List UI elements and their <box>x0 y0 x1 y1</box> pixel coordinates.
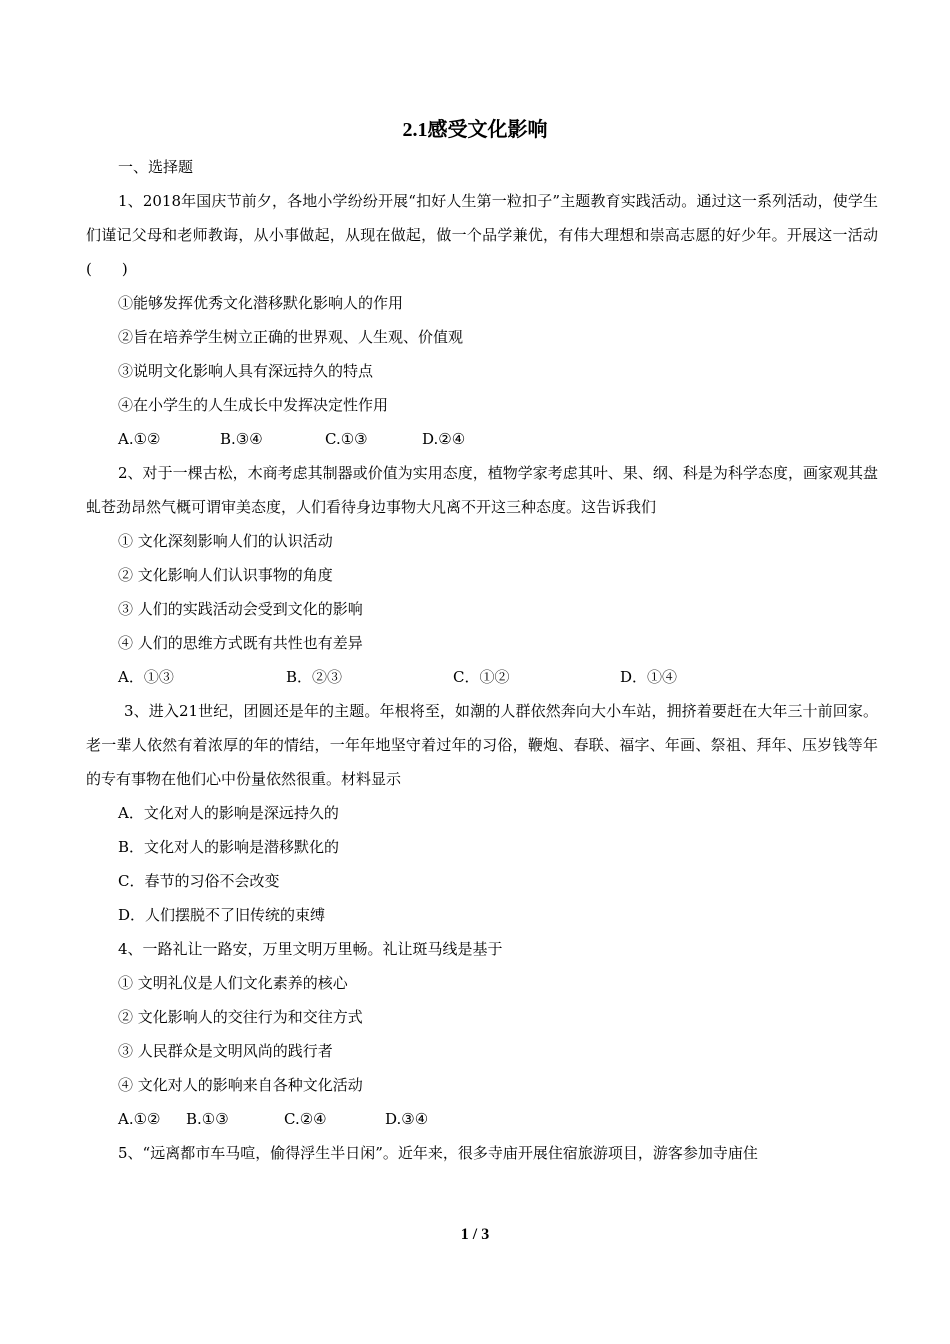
question-4-item: ④ 文化对人的影响来自各种文化活动 <box>118 1076 363 1094</box>
question-1-item: ②旨在培养学生树立正确的世界观、人生观、价值观 <box>118 328 464 346</box>
question-5-stem: 5、“远离都市车马喧，偷得浮生半日闲”。近年来，很多寺庙开展住宿旅游项目，游客参加寺庙住 <box>118 1144 758 1162</box>
option-d: D.②④ <box>422 430 466 448</box>
question-4-options <box>86 1102 878 1136</box>
option-b: B.③④ <box>220 430 263 448</box>
question-1-item: ①能够发挥优秀文化潜移默化影响人的作用 <box>118 294 404 312</box>
page-title: 2.1感受文化影响 <box>402 119 548 141</box>
question-2-item: ④ 人们的思维方式既有共性也有差异 <box>118 634 363 652</box>
option-c: C.①③ <box>325 430 368 448</box>
option-b: B.①③ <box>186 1110 229 1128</box>
option-c: C.②④ <box>284 1110 327 1128</box>
section-heading: 一、选择题 <box>118 158 194 176</box>
question-1-options <box>86 422 878 456</box>
option-a: A．①③ <box>118 668 174 686</box>
option-a: A.①② <box>118 430 161 448</box>
question-4-item: ③ 人民群众是文明风尚的践行者 <box>118 1042 333 1060</box>
option-b: B．②③ <box>286 668 343 686</box>
question-2-item: ① 文化深刻影响人们的认识活动 <box>118 532 333 550</box>
question-4-stem: 4、一路礼让一路安，万里文明万里畅。礼让斑马线是基于 <box>118 940 503 958</box>
option-a: A.①② <box>118 1110 161 1128</box>
question-4-item: ① 文明礼仪是人们文化素养的核心 <box>118 974 348 992</box>
page-number: 1 / 3 <box>460 1226 490 1243</box>
question-3-stem: 3、进入21世纪，团圆还是年的主题。年根将至，如潮的人群依然奔向大小车站，拥挤着要赶在大年三十前回家。老一辈人依然有着浓厚的年的情结，一年年地坚守着过年的习俗，鞭炮、春联、福字、年画、祭祖、拜年、压岁钱等年的专有事物在他们心中份量依然很重。材料显示 <box>86 702 878 788</box>
question-3-option-b: B．文化对人的影响是潜移默化的 <box>118 838 340 856</box>
option-c: C．①② <box>453 668 510 686</box>
question-3-option-d: D．人们摆脱不了旧传统的束缚 <box>118 906 326 924</box>
question-1-item: ③说明文化影响人具有深远持久的特点 <box>118 362 374 380</box>
option-d: D．①④ <box>620 668 678 686</box>
question-1-stem: 1、2018年国庆节前夕，各地小学纷纷开展“扣好人生第一粒扣子”主题教育实践活动。通过这一系列活动，使学生们谨记父母和老师教诲，从小事做起，从现在做起，做一个品学兼优，有伟大理想和崇高志愿的好少年。开展这一活动( ) <box>86 192 878 278</box>
question-1-item: ④在小学生的人生成长中发挥决定性作用 <box>118 396 389 414</box>
question-3-option-c: C．春节的习俗不会改变 <box>118 872 280 890</box>
option-d: D.③④ <box>385 1110 429 1128</box>
question-3-option-a: A．文化对人的影响是深远持久的 <box>118 804 339 822</box>
question-2-item: ② 文化影响人们认识事物的角度 <box>118 566 333 584</box>
question-2-stem: 2、对于一棵古松，木商考虑其制器或价值为实用态度，植物学家考虑其叶、果、纲、科是为科学态度，画家观其盘虬苍劲昂然气概可谓审美态度，人们看待身边事物大凡离不开这三种态度。这告诉我们 <box>86 464 878 516</box>
question-4-item: ② 文化影响人的交往行为和交往方式 <box>118 1008 363 1026</box>
question-2-item: ③ 人们的实践活动会受到文化的影响 <box>118 600 363 618</box>
question-2-options <box>86 660 878 694</box>
document-body <box>86 150 878 1170</box>
